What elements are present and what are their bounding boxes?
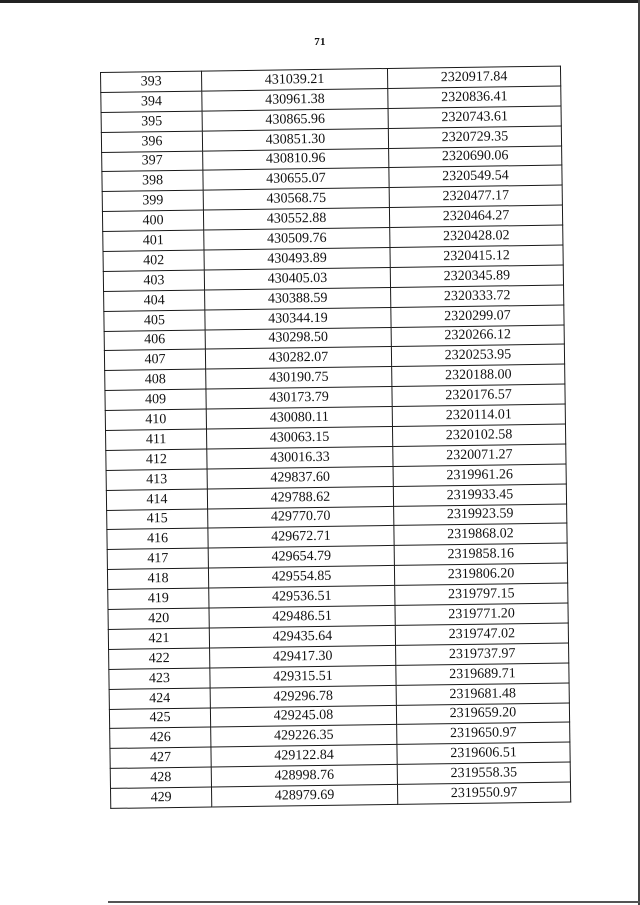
x-coordinate-cell: 429672.71 bbox=[208, 526, 394, 548]
y-coordinate-cell: 2320836.41 bbox=[388, 86, 561, 108]
x-coordinate-cell: 430552.88 bbox=[203, 208, 389, 230]
y-coordinate-cell: 2319606.51 bbox=[397, 742, 570, 764]
y-coordinate-cell: 2320428.02 bbox=[390, 225, 563, 247]
point-number-cell: 410 bbox=[105, 409, 206, 430]
y-coordinate-cell: 2319681.48 bbox=[396, 683, 569, 705]
point-number-cell: 413 bbox=[106, 469, 207, 490]
point-number-cell: 407 bbox=[104, 350, 205, 371]
point-number-cell: 403 bbox=[103, 270, 204, 291]
point-number-cell: 399 bbox=[102, 190, 203, 211]
point-number-cell: 418 bbox=[107, 568, 208, 589]
point-number-cell: 425 bbox=[109, 708, 210, 729]
y-coordinate-cell: 2320253.95 bbox=[391, 345, 564, 367]
scan-bottom-edge bbox=[108, 901, 640, 903]
x-coordinate-cell: 430405.03 bbox=[204, 267, 390, 289]
point-number-cell: 429 bbox=[111, 787, 212, 808]
point-number-cell: 414 bbox=[106, 489, 207, 510]
y-coordinate-cell: 2320071.27 bbox=[393, 444, 566, 466]
coordinate-table-body bbox=[101, 66, 571, 808]
x-coordinate-cell: 430568.75 bbox=[203, 188, 389, 210]
x-coordinate-cell: 429788.62 bbox=[207, 486, 393, 508]
point-number-cell: 411 bbox=[106, 429, 207, 450]
x-coordinate-cell: 430063.15 bbox=[206, 426, 392, 448]
x-coordinate-cell: 429536.51 bbox=[209, 586, 395, 608]
point-number-cell: 409 bbox=[105, 389, 206, 410]
point-number-cell: 396 bbox=[101, 131, 202, 152]
x-coordinate-cell: 429837.60 bbox=[207, 466, 393, 488]
y-coordinate-cell: 2320917.84 bbox=[387, 66, 560, 88]
y-coordinate-cell: 2320176.57 bbox=[392, 384, 565, 406]
y-coordinate-cell: 2319550.97 bbox=[397, 782, 570, 804]
point-number-cell: 419 bbox=[108, 588, 209, 609]
point-number-cell: 400 bbox=[102, 210, 203, 231]
x-coordinate-cell: 429315.51 bbox=[210, 665, 396, 687]
x-coordinate-cell: 430493.89 bbox=[204, 247, 390, 269]
y-coordinate-cell: 2320299.07 bbox=[391, 305, 564, 327]
point-number-cell: 395 bbox=[101, 111, 202, 132]
x-coordinate-cell: 428998.76 bbox=[211, 765, 397, 787]
point-number-cell: 420 bbox=[108, 608, 209, 629]
x-coordinate-cell: 430810.96 bbox=[203, 148, 389, 170]
x-coordinate-cell: 429554.85 bbox=[208, 566, 394, 588]
point-number-cell: 424 bbox=[109, 688, 210, 709]
x-coordinate-cell: 430865.96 bbox=[202, 108, 388, 130]
y-coordinate-cell: 2319747.02 bbox=[395, 623, 568, 645]
y-coordinate-cell: 2319737.97 bbox=[396, 643, 569, 665]
y-coordinate-cell: 2319650.97 bbox=[397, 722, 570, 744]
y-coordinate-cell: 2319868.02 bbox=[394, 524, 567, 546]
point-number-cell: 423 bbox=[109, 668, 210, 689]
point-number-cell: 394 bbox=[101, 91, 202, 112]
x-coordinate-cell: 429226.35 bbox=[211, 725, 397, 747]
y-coordinate-cell: 2319771.20 bbox=[395, 603, 568, 625]
y-coordinate-cell: 2319558.35 bbox=[397, 762, 570, 784]
y-coordinate-cell: 2319933.45 bbox=[393, 484, 566, 506]
point-number-cell: 406 bbox=[104, 330, 205, 351]
y-coordinate-cell: 2319858.16 bbox=[394, 543, 567, 565]
point-number-cell: 417 bbox=[107, 548, 208, 569]
y-coordinate-cell: 2319689.71 bbox=[396, 663, 569, 685]
point-number-cell: 416 bbox=[107, 529, 208, 550]
scan-top-edge bbox=[0, 0, 640, 3]
point-number-cell: 421 bbox=[108, 628, 209, 649]
y-coordinate-cell: 2320729.35 bbox=[388, 126, 561, 148]
x-coordinate-cell: 429245.08 bbox=[210, 705, 396, 727]
y-coordinate-cell: 2320188.00 bbox=[392, 364, 565, 386]
x-coordinate-cell: 429417.30 bbox=[210, 645, 396, 667]
y-coordinate-cell: 2320477.17 bbox=[389, 185, 562, 207]
x-coordinate-cell: 430173.79 bbox=[206, 387, 392, 409]
y-coordinate-cell: 2320464.27 bbox=[389, 205, 562, 227]
coordinate-table bbox=[100, 66, 571, 809]
x-coordinate-cell: 430509.76 bbox=[204, 228, 390, 250]
y-coordinate-cell: 2320266.12 bbox=[391, 325, 564, 347]
x-coordinate-cell: 430655.07 bbox=[203, 168, 389, 190]
y-coordinate-cell: 2320743.61 bbox=[388, 106, 561, 128]
point-number-cell: 427 bbox=[110, 747, 211, 768]
x-coordinate-cell: 429122.84 bbox=[211, 745, 397, 767]
x-coordinate-cell: 429486.51 bbox=[209, 605, 395, 627]
x-coordinate-cell: 431039.21 bbox=[201, 68, 387, 90]
point-number-cell: 412 bbox=[106, 449, 207, 470]
x-coordinate-cell: 430016.33 bbox=[207, 446, 393, 468]
x-coordinate-cell: 430851.30 bbox=[202, 128, 388, 150]
y-coordinate-cell: 2319659.20 bbox=[396, 703, 569, 725]
point-number-cell: 408 bbox=[105, 369, 206, 390]
y-coordinate-cell: 2319961.26 bbox=[393, 464, 566, 486]
y-coordinate-cell: 2319923.59 bbox=[394, 504, 567, 526]
y-coordinate-cell: 2320549.54 bbox=[389, 166, 562, 188]
x-coordinate-cell: 430080.11 bbox=[206, 407, 392, 429]
y-coordinate-cell: 2320102.58 bbox=[392, 424, 565, 446]
point-number-cell: 401 bbox=[103, 230, 204, 251]
point-number-cell: 422 bbox=[109, 648, 210, 669]
point-number-cell: 428 bbox=[110, 767, 211, 788]
page-number: 71 bbox=[314, 36, 326, 48]
x-coordinate-cell: 429770.70 bbox=[208, 506, 394, 528]
x-coordinate-cell: 429654.79 bbox=[208, 546, 394, 568]
x-coordinate-cell: 430961.38 bbox=[202, 88, 388, 110]
point-number-cell: 426 bbox=[110, 727, 211, 748]
y-coordinate-cell: 2320333.72 bbox=[391, 285, 564, 307]
y-coordinate-cell: 2320345.89 bbox=[390, 265, 563, 287]
point-number-cell: 398 bbox=[102, 171, 203, 192]
point-number-cell: 397 bbox=[102, 151, 203, 172]
x-coordinate-cell: 430282.07 bbox=[205, 347, 391, 369]
y-coordinate-cell: 2320415.12 bbox=[390, 245, 563, 267]
x-coordinate-cell: 430298.50 bbox=[205, 327, 391, 349]
point-number-cell: 415 bbox=[107, 509, 208, 530]
y-coordinate-cell: 2320690.06 bbox=[389, 146, 562, 168]
y-coordinate-cell: 2319806.20 bbox=[394, 563, 567, 585]
y-coordinate-cell: 2319797.15 bbox=[395, 583, 568, 605]
x-coordinate-cell: 430190.75 bbox=[206, 367, 392, 389]
point-number-cell: 402 bbox=[103, 250, 204, 271]
x-coordinate-cell: 428979.69 bbox=[211, 784, 397, 806]
x-coordinate-cell: 429296.78 bbox=[210, 685, 396, 707]
y-coordinate-cell: 2320114.01 bbox=[392, 404, 565, 426]
point-number-cell: 405 bbox=[104, 310, 205, 331]
x-coordinate-cell: 430388.59 bbox=[205, 287, 391, 309]
x-coordinate-cell: 430344.19 bbox=[205, 307, 391, 329]
point-number-cell: 393 bbox=[101, 71, 202, 92]
point-number-cell: 404 bbox=[104, 290, 205, 311]
x-coordinate-cell: 429435.64 bbox=[209, 625, 395, 647]
